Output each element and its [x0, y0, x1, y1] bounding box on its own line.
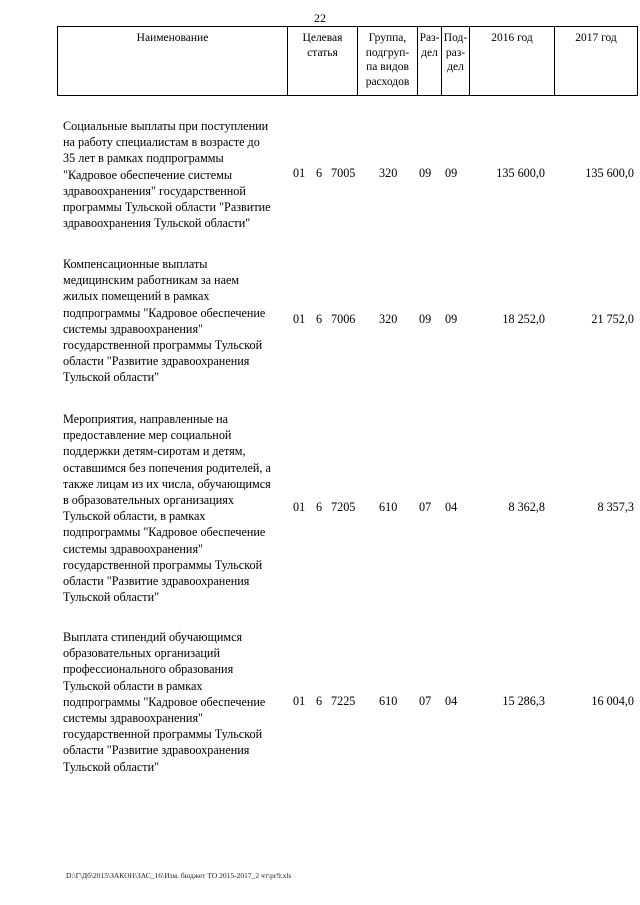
program-code: 01: [293, 166, 306, 180]
subsection-code: 09: [445, 166, 458, 180]
row-name: [63, 411, 287, 605]
amount-2016: 15 286,3: [502, 694, 545, 708]
header-section: [417, 27, 441, 95]
group-code: 320: [379, 166, 398, 180]
header-group-line: Группа,: [368, 32, 407, 44]
row-name-line: государственной программы Тульской: [63, 727, 263, 742]
header-year-2016-text: 2016 год: [491, 32, 533, 44]
table-header: [57, 26, 638, 96]
header-group-line: па видов: [366, 61, 409, 73]
header-target-article: [287, 27, 357, 95]
row-name-line: области "Развитие здравоохранения: [63, 743, 250, 758]
row-name-line: системы здравоохранения": [63, 711, 204, 726]
program-code: 01: [293, 312, 306, 326]
row-name: [63, 118, 287, 231]
row-name-line: области "Развитие здравоохранения: [63, 574, 250, 589]
subsection-code: 04: [445, 500, 458, 514]
table-row: [57, 629, 638, 779]
amount-2017: 135 600,0: [585, 166, 634, 180]
row-name-line: предоставление мер социальной: [63, 428, 232, 443]
section-code: 09: [419, 312, 432, 326]
header-subsection-line: раз-: [445, 46, 466, 59]
row-name-line: Компенсационные выплаты: [63, 257, 208, 271]
row-name-line: профессионального образования: [63, 662, 234, 677]
row-name-line: подпрограммы "Кадровое обеспечение: [63, 305, 266, 320]
amount-2016: 18 252,0: [502, 312, 545, 326]
row-name-line: образовательных организаций: [63, 646, 220, 661]
row-name-line: Тульской области": [63, 590, 160, 605]
header-year-2017: [554, 27, 637, 95]
row-name-line: государственной программы Тульской: [63, 557, 263, 572]
row-name-line: Тульской области": [63, 759, 160, 774]
page-number: 22: [314, 11, 326, 25]
row-name-line: также лицам из их числа, обучающимся: [63, 476, 271, 491]
section-code: 07: [419, 694, 432, 708]
program-code: 01: [293, 500, 306, 514]
subprogram-code: 6: [316, 312, 323, 326]
article-code: 7005: [331, 166, 356, 180]
header-group-line: подгруп-: [365, 46, 410, 59]
header-target-line: Целевая: [302, 32, 343, 44]
section-code: 07: [419, 500, 432, 514]
group-code: 320: [379, 312, 398, 326]
file-path-footer: D:\Г\Дб\2015\ЗАКОН\ЗАС_16\Изм. бюджет ТО 2015-2017_2 чт\рг9.xls: [66, 871, 292, 880]
row-name-line: медицинским работникам за наем: [63, 273, 240, 288]
row-name-line: системы здравоохранения": [63, 321, 204, 336]
header-target-line: статья: [307, 46, 338, 59]
subsection-code: 04: [445, 694, 458, 708]
row-name-line: здравоохранения" государственной: [63, 183, 246, 198]
header-group-line: расходов: [365, 75, 410, 88]
amount-2017: 8 357,3: [597, 500, 634, 514]
subsection-code: 09: [445, 312, 458, 326]
amount-2016: 8 362,8: [508, 500, 545, 514]
row-name-line: Тульской области, в рамках: [63, 509, 206, 524]
subprogram-code: 6: [316, 166, 323, 180]
row-name-line: на работу специалистам в возрасте до: [63, 135, 260, 150]
header-section-line: Раз-: [419, 32, 440, 44]
row-name-line: области "Развитие здравоохранения: [63, 354, 250, 369]
table-row: [57, 411, 638, 611]
row-name-line: здравоохранения Тульской области": [63, 216, 251, 231]
header-section-line: дел: [421, 46, 438, 59]
row-name-line: подпрограммы "Кадровое обеспечение: [63, 694, 266, 709]
amount-2016: 135 600,0: [496, 166, 545, 180]
row-name-line: Тульской области": [63, 370, 160, 385]
article-code: 7205: [331, 500, 356, 514]
row-name-line: оставшимся без попечения родителей, а: [63, 460, 271, 475]
row-name: [63, 629, 287, 775]
row-name-line: Мероприятия, направленные на: [63, 412, 229, 426]
program-code: 01: [293, 694, 306, 708]
group-code: 610: [379, 694, 398, 708]
article-code: 7225: [331, 694, 356, 708]
article-code: 7006: [331, 312, 356, 326]
header-subsection-line: Под-: [443, 32, 468, 44]
header-name: [58, 27, 287, 95]
row-name-line: Выплата стипендий обучающимся: [63, 630, 243, 644]
subprogram-code: 6: [316, 500, 323, 514]
amount-2017: 21 752,0: [591, 312, 634, 326]
row-name-line: "Кадровое обеспечение системы: [63, 167, 233, 182]
header-group: [357, 27, 417, 95]
row-name-line: системы здравоохранения": [63, 541, 204, 556]
group-code: 610: [379, 500, 398, 514]
row-name-line: Социальные выплаты при поступлении: [63, 119, 269, 133]
row-name-line: в образовательных организациях: [63, 493, 234, 508]
header-name-text: Наименование: [136, 32, 209, 44]
table-row: [57, 118, 638, 238]
row-name-line: государственной программы Тульской: [63, 338, 263, 353]
row-name-line: подпрограммы "Кадровое обеспечение: [63, 525, 266, 540]
header-subsection-line: дел: [447, 61, 464, 73]
row-name-line: поддержки детям-сиротам и детям,: [63, 444, 246, 459]
section-code: 09: [419, 166, 432, 180]
row-name-line: Тульской области в рамках: [63, 678, 203, 693]
row-name: [63, 256, 287, 386]
row-name-line: жилых помещений в рамках: [63, 289, 210, 304]
subprogram-code: 6: [316, 694, 323, 708]
row-name-line: программы Тульской области "Развитие: [63, 200, 271, 215]
table-row: [57, 256, 638, 391]
header-year-2017-text: 2017 год: [575, 32, 617, 44]
row-name-line: 35 лет в рамках подпрограммы: [63, 151, 224, 166]
header-year-2016: [469, 27, 554, 95]
amount-2017: 16 004,0: [591, 694, 634, 708]
header-subsection: [441, 27, 469, 95]
